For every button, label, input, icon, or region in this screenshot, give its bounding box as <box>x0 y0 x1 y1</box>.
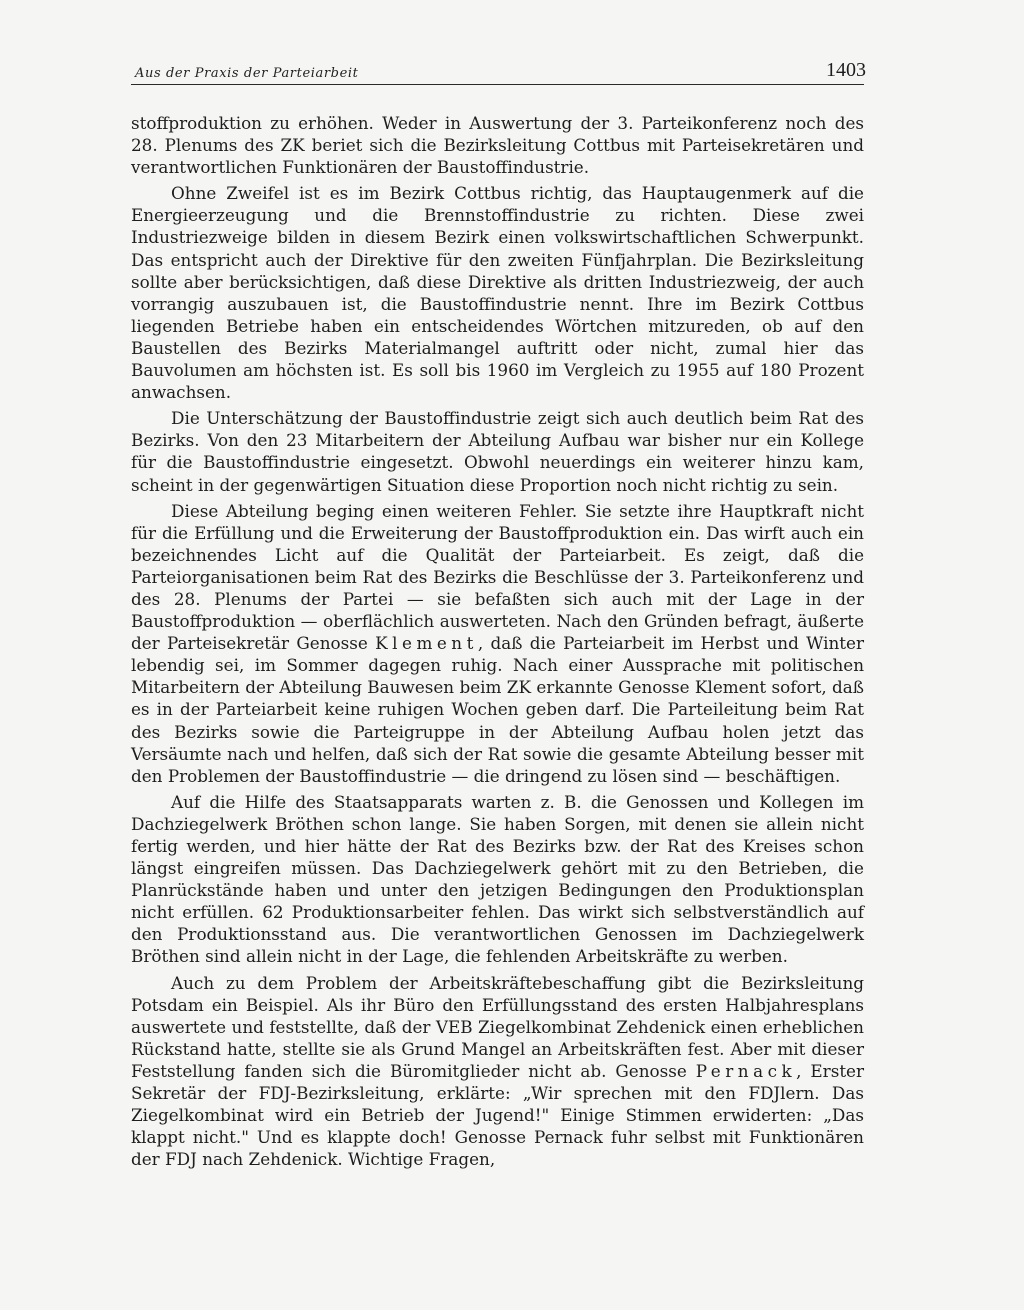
paragraph-continuation: stoffproduktion zu erhöhen. Weder in Auswertung der 3. Parteikonferenz noch des 28. Plenums des ZK beriet sich die Bezirksleitung Cottbus mit Parteisekretären und verantwortlichen Funktionären der Baustoffindustrie. <box>131 113 864 178</box>
paragraph-text-segment: Diese Abteilung beging einen weiteren Fehler. Sie setzte ihre Hauptkraft nicht für die Erfüllung und die Erweiterung der Baustoffproduktion ein. Das wirft auch ein bezeichnendes Licht auf die Qualität der Parteiarbeit. Es zeigt, daß die Parteiorganisationen beim Rat des Bezirks die Beschlüsse der 3. Parteikonferenz und des 28. Plenums der Partei — sie befaßten sich auch mit der Lage in der Baustoffproduktion — oberflächlich auswerteten. Nach den Gründen befragt, äußerte der Parteisekretär Genosse <box>131 500 864 654</box>
paragraph-potsdam-example <box>131 972 864 1171</box>
paragraph-underestimation: Die Unterschätzung der Baustoffindustrie zeigt sich auch deutlich beim Rat des Bezirks. Von den 23 Mitarbeitern der Abteilung Aufbau war bisher nur ein Kollege für die Baustoffindustrie eingesetzt. Obwohl neuerdings ein weiterer hinzu kam, scheint in der gegenwärtigen Situation diese Proportion noch nicht richtig zu sein. <box>131 408 864 495</box>
running-header <box>131 59 866 85</box>
paragraph-text-segment: , daß die Parteiarbeit im Herbst und Winter lebendig sei, im Sommer dagegen ruhig. Nach einer Aussprache mit politischen Mitarbeitern der Abteilung Bauwesen beim ZK erkannte Genosse Klement sofort, daß es in der Parteiarbeit keine ruhigen Wochen geben darf. Die Parteileitung beim Rat des Bezirks sowie die Parteigruppe in der Abteilung Aufbau holen jetzt das Versäumte nach und helfen, daß sich der Rat sowie die gesamte Abteilung besser mit den Problemen der Baustoffindustrie — die dringend zu lösen sind — beschäftigen. <box>131 633 864 786</box>
paragraph-cottbus-focus: Ohne Zweifel ist es im Bezirk Cottbus richtig, das Hauptaugenmerk auf die Energieerzeugung und die Brennstoffindustrie zu richten. Diese zwei Industriezweige bilden in diesem Bezirk einen volkswirtschaftlichen Schwerpunkt. Das entspricht auch der Direktive für den zweiten Fünfjahrplan. Die Bezirksleitung sollte aber berücksichtigen, daß diese Direktive als dritten Industriezweig, der auch vorrangig auszubauen ist, die Baustoffindustrie nennt. Ihre im Bezirk Cottbus liegenden Betriebe haben ein entscheidendes Wörtchen mitzureden, ob auf den Baustellen des Bezirks Materialmangel auftritt oder nicht, zumal hier das Bauvolumen am höchsten ist. Es soll bis 1960 im Vergleich zu 1955 auf 180 Prozent anwachsen. <box>131 183 864 403</box>
paragraph-dachziegelwerk: Auf die Hilfe des Staatsapparats warten z. B. die Genossen und Kollegen im Dachziegelwerk Bröthen schon lange. Sie haben Sorgen, mit denen sie allein nicht fertig werden, und hier hätte der Rat des Bezirks bzw. der Rat des Kreises schon längst eingreifen müssen. Das Dachziegelwerk gehört mit zu den Betrieben, die Planrückstände haben und unter den jetzigen Bedingungen den Produktionsplan nicht erfüllen. 62 Produktionsarbeiter fehlen. Das wirkt sich selbstverständlich auf den Produktionsstand aus. Die verantwortlichen Genossen im Dachziegelwerk Bröthen sind allein nicht in der Lage, die fehlenden Arbeitskräfte zu werben. <box>131 791 864 967</box>
spaced-name-klement: Klement <box>375 633 478 654</box>
article-body <box>131 112 864 1170</box>
paragraph-text-segment: , Erster Sekretär der FDJ-Bezirksleitung, erklärte: „Wir sprechen mit den FDJlern. Das Ziegelkombinat wird ein Betrieb der Jugend!" Einige Stimmen erwiderten: „Das klappt nicht." Und es klappte doch! Genosse Pernack fuhr selbst mit Funktionären der FDJ nach Zehdenick. Wichtige Fragen, <box>131 1060 865 1170</box>
spaced-name-pernack: Pernack <box>695 1060 797 1081</box>
paragraph-department-error <box>131 500 864 787</box>
paragraph-text-segment: Auch zu dem Problem der Arbeitskräftebeschaffung gibt die Bezirksleitung Potsdam ein Beispiel. Als ihr Büro den Erfüllungsstand des ersten Halbjahresplans auswertete und feststellte, daß der VEB Ziegelkombinat Zehdenick einen erheblichen Rückstand hatte, stellte sie als Grund Mangel an Arbeitskräften fest. Aber mit dieser Feststellung fanden sich die Büromitglieder nicht ab. Genosse <box>131 972 864 1081</box>
page-number: 1403 <box>826 59 866 81</box>
running-head-title: Aus der Praxis der Parteiarbeit <box>135 66 359 81</box>
